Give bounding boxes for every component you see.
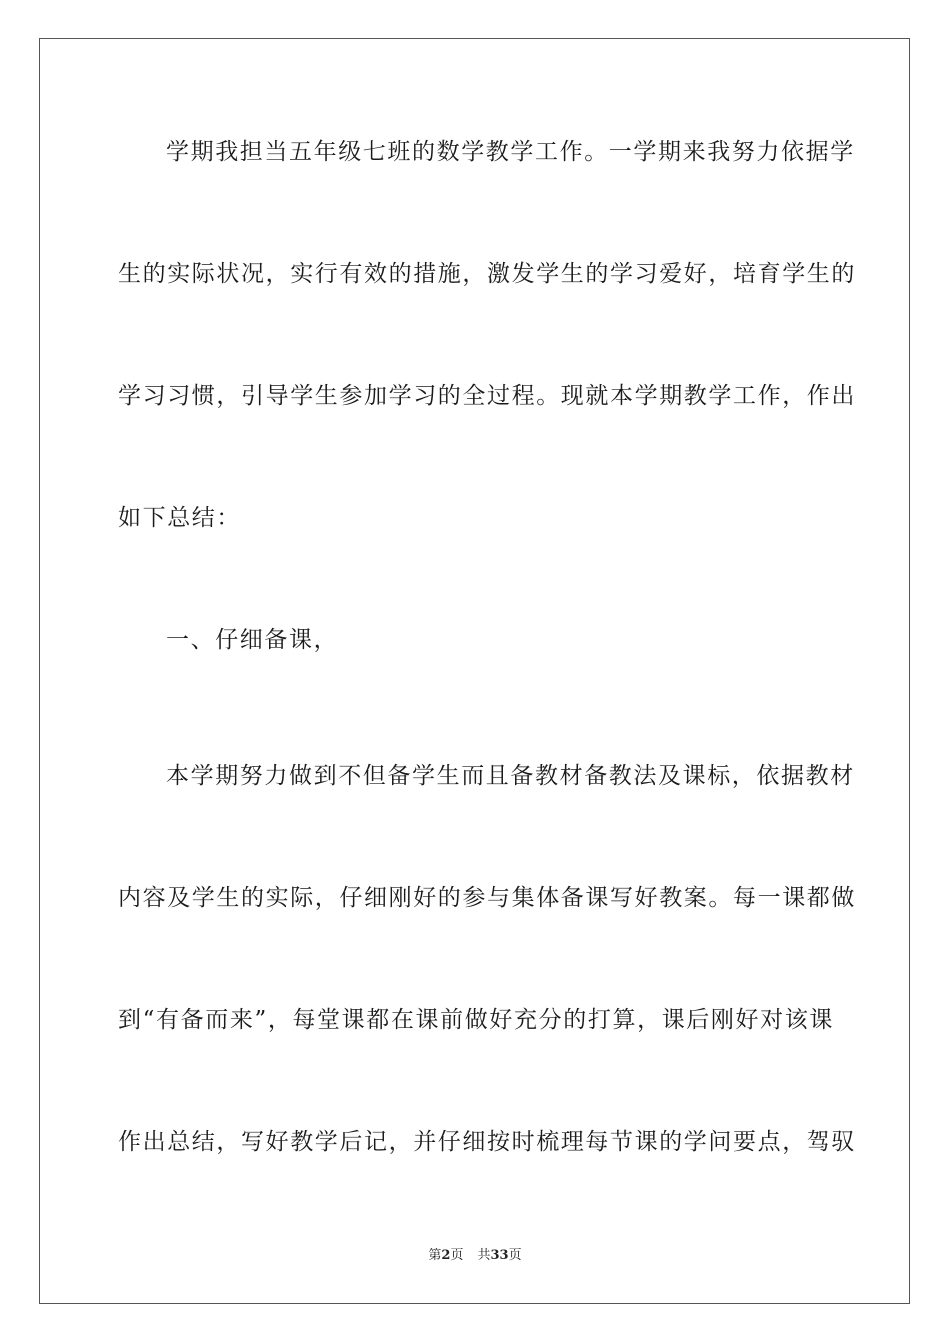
paragraph-line-6: 本学期努力做到不但备学生而且备教材备教法及课标，依据教材 (166, 763, 855, 789)
footer-page-suffix: 页 (450, 1248, 464, 1263)
paragraph-line-2: 生的实际状况，实行有效的措施，激发学生的学习爱好，培育学生的 (118, 261, 856, 287)
footer-page-current: 2 (441, 1248, 451, 1263)
paragraph-line-7: 内容及学生的实际，仔细刚好的参与集体备课写好教案。每一课都做 (118, 885, 856, 911)
page-footer (0, 1248, 950, 1264)
paragraph-line-3: 学习习惯，引导学生参加学习的全过程。现就本学期教学工作，作出 (118, 383, 856, 409)
footer-page-total: 33 (490, 1248, 509, 1263)
section-heading: 一、仔细备课， (166, 627, 339, 653)
paragraph-line-4: 如下总结： (118, 505, 241, 531)
page-border (39, 38, 910, 1304)
paragraph-line-9: 作出总结，写好教学后记，并仔细按时梳理每节课的学问要点，驾驭 (118, 1129, 856, 1155)
paragraph-line-8: 到“有备而来”，每堂课都在课前做好充分的打算，课后刚好对该课 (118, 1007, 834, 1033)
footer-page-prefix: 第 (428, 1248, 442, 1263)
footer-total-prefix: 共 (477, 1248, 491, 1263)
footer-total-suffix: 页 (508, 1248, 522, 1263)
paragraph-line-1: 学期我担当五年级七班的数学教学工作。一学期来我努力依据学 (166, 139, 855, 165)
